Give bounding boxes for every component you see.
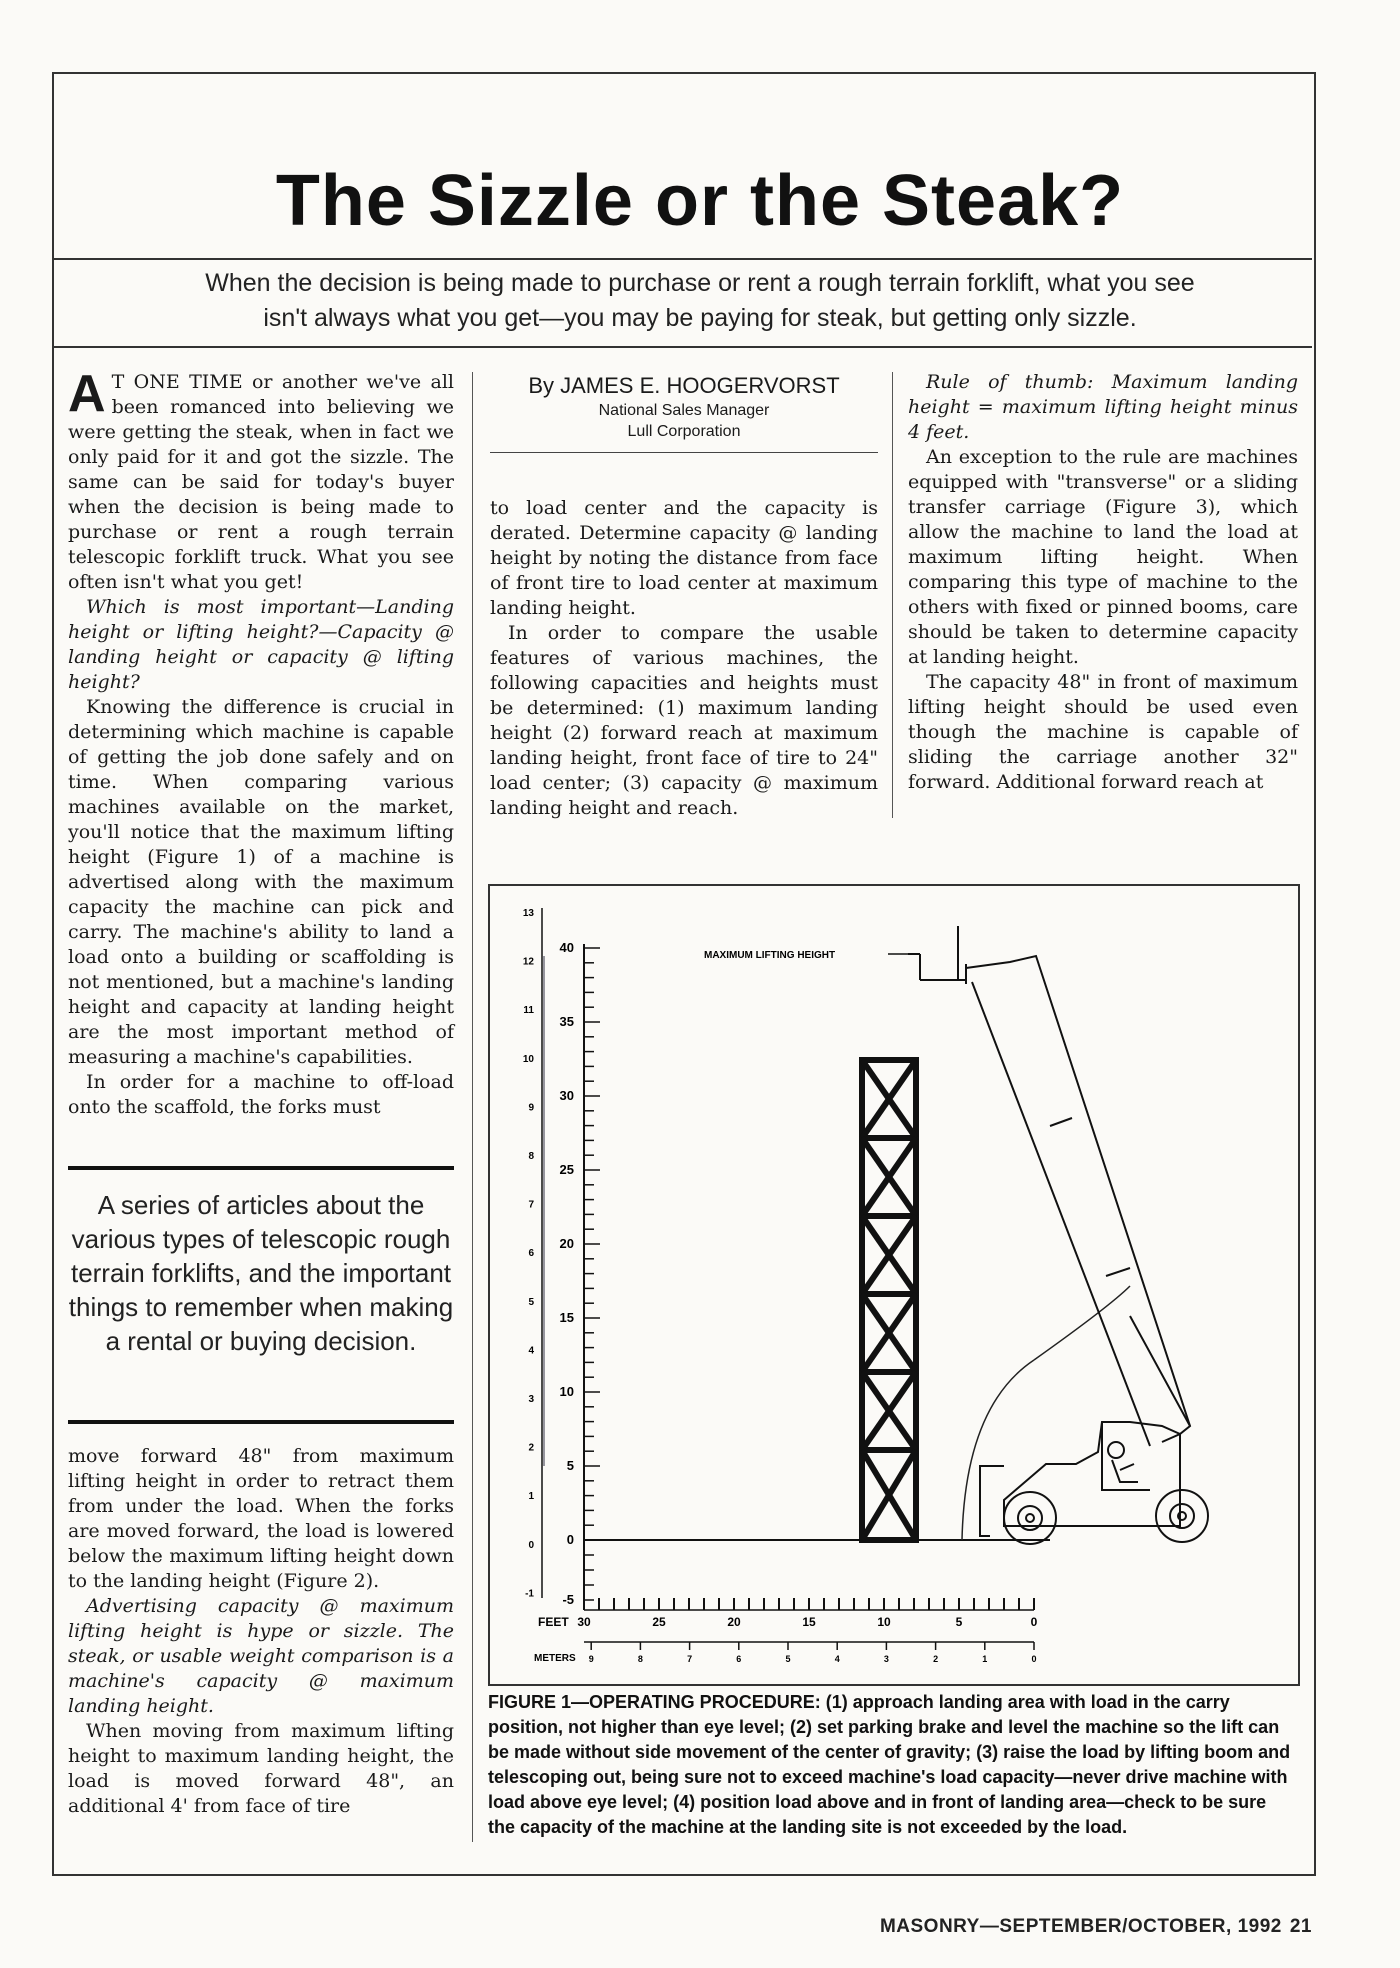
paragraph: The capacity 48" in front of maximum lifting height should be used even though the machine is capable of sliding the carriage another 32" forward. Additional forward reach at	[908, 671, 1298, 793]
meter-tick-label: 8	[528, 1151, 534, 1162]
series-pullquote: A series of articles about the various types of telescopic rough terrain forklifts, and the important things to remember when making a rental or buying decision.	[68, 1190, 454, 1356]
meters-axis-labels	[523, 908, 535, 1599]
telescopic-boom	[966, 956, 1190, 1446]
article-subtitle	[100, 266, 1300, 336]
meter-tick-label: 13	[522, 908, 534, 919]
meter-x-label: 1	[982, 1654, 988, 1664]
meter-x-label: 8	[637, 1654, 643, 1664]
meters-label: METERS	[534, 1653, 576, 1664]
meter-tick-label: 5	[528, 1296, 534, 1308]
figure-1-caption: FIGURE 1—OPERATING PROCEDURE: (1) approach landing area with load in the carry position, not higher than eye level; (2) set parking brake and level the machine so the lift can be made without side movement of the center of gravity; (3) raise the load by lifting boom and telescoping out, being sure not to exceed machine's load capacity—never drive machine with load above eye level; (4) position load above and in front of landing area—check to be sure the capacity of the machine at the landing site is not exceeded by the load.	[488, 1692, 1291, 1837]
meter-x-label: 3	[883, 1654, 889, 1664]
meter-x-label: 5	[785, 1654, 791, 1664]
paragraph: Rule of thumb: Maximum landing height = maximum lifting height minus 4 feet.	[908, 371, 1298, 443]
subtitle-line-2: isn't always what you get—you may be paying for steak, but getting only sizzle.	[263, 304, 1137, 332]
meter-x-label: 9	[588, 1654, 594, 1664]
drop-cap: A	[68, 365, 106, 423]
operator-head	[1108, 1442, 1124, 1458]
figure-1-diagram	[490, 886, 1298, 1684]
rear-wheel	[1156, 1490, 1208, 1542]
paragraph: When moving from maximum lifting height to maximum landing height, the load is moved forward 48", an additional 4' from face of tire	[68, 1720, 454, 1817]
feet-axis-ticks	[584, 948, 600, 1600]
feet-x-axis-ticks	[584, 1598, 1034, 1610]
paragraph: Which is most important—Landing height or lifting height?—Capacity @ landing height or capacity @ lifting height?	[68, 596, 454, 693]
feet-tick-label: 30	[559, 1088, 574, 1103]
meter-tick-label: 10	[522, 1053, 534, 1065]
fork-carriage	[908, 926, 966, 984]
feet-tick-label: 5	[566, 1458, 574, 1473]
figure-1	[488, 884, 1300, 1686]
paragraph: A T ONE TIME or another we've all been romanced into believing we were getting the steak, when in fact we only paid for it and got the sizzle. The same can be said for today's buyer when the decision is being made to purchase or rent a rough terrain telescopic forklift truck. What you see often isn't what you get!	[68, 365, 454, 593]
series-top-rule	[68, 1166, 454, 1170]
author-company: Lull Corporation	[627, 423, 741, 440]
forklift-machine	[980, 1422, 1208, 1544]
series-bottom-rule	[68, 1420, 454, 1424]
author-name: By JAMES E. HOOGERVORST	[528, 373, 840, 398]
feet-x-axis-labels	[577, 1615, 1037, 1629]
page-footer	[880, 1916, 1312, 1938]
paragraph: move forward 48" from maximum lifting height in order to retract them from under the load. When the forks are moved forward, the load is lowered below the maximum lifting height down to the landing height (Figure 2).	[68, 1445, 454, 1592]
meter-tick-label: 1	[528, 1491, 534, 1503]
page-number: 21	[1289, 1916, 1312, 1937]
meter-tick-label: 11	[523, 1005, 534, 1017]
meter-tick-label: 7	[528, 1199, 534, 1211]
meter-tick-label: 9	[528, 1102, 534, 1114]
feet-tick-label: 20	[559, 1236, 574, 1251]
lift-arc	[962, 1360, 1034, 1540]
feet-label: FEET	[538, 1615, 569, 1629]
front-wheel	[1004, 1492, 1056, 1544]
meter-tick-label: 4	[528, 1345, 534, 1357]
scaffold-tower	[862, 1060, 916, 1540]
author-role: National Sales Manager	[598, 402, 770, 419]
paragraph: In order for a machine to off-load onto the scaffold, the forks must	[68, 1071, 454, 1118]
meter-x-label: 0	[1031, 1654, 1037, 1664]
title-rule	[52, 258, 1312, 260]
feet-tick-label: 40	[559, 940, 574, 955]
meters-x-axis-labels	[589, 1642, 1037, 1664]
meter-tick-label: -1	[525, 1588, 534, 1600]
feet-axis-labels	[560, 940, 574, 1607]
byline-rule	[490, 452, 878, 453]
feet-tick-label: 35	[559, 1014, 574, 1029]
feet-tick-label: 25	[559, 1162, 574, 1177]
paragraph: Knowing the difference is crucial in determining which machine is capable of getting the job done safely and on time. When comparing various machines available on the market, you'll notice that the maximum lifting height (Figure 1) of a machine is advertised along with the maximum capacity the machine can pick and carry. The machine's ability to land a load onto a building or scaffolding is not mentioned, but a machine's landing height and capacity at landing height are the most important method of measuring a machine's capabilities.	[68, 696, 454, 1068]
paragraph: to load center and the capacity is derated. Determine capacity @ landing height by noting the distance from face of front tire to load center at maximum landing height.	[490, 497, 878, 619]
meter-x-label: 7	[687, 1654, 693, 1664]
meter-tick-label: 6	[528, 1248, 534, 1260]
subtitle-rule	[52, 346, 1312, 348]
journal-citation: MASONRY—SEPTEMBER/OCTOBER, 1992	[879, 1916, 1282, 1937]
meter-tick-label: 3	[528, 1394, 534, 1405]
meter-x-label: 6	[736, 1654, 742, 1664]
feet-x-label: 30	[577, 1615, 591, 1629]
article-title: The Sizzle or the Steak?	[275, 161, 1125, 241]
feet-x-label: 0	[1030, 1615, 1038, 1629]
column-divider	[472, 372, 473, 1842]
meter-tick-label: 12	[522, 956, 534, 968]
meter-tick-label: 0	[528, 1539, 534, 1551]
paragraph: In order to compare the usable features of various machines, the following capacities and heights must be determined: (1) maximum landing height (2) forward reach at maximum landing height, front face of tire to 24" load center; (3) capacity @ maximum landing height and reach.	[490, 622, 878, 819]
meter-x-label: 2	[933, 1654, 939, 1664]
feet-tick-label: 10	[559, 1384, 574, 1399]
paragraph: An exception to the rule are machines equipped with "transverse" or a sliding transfer carriage (Figure 3), which allow the machine to land the load at maximum lifting height. When comparing this type of machine to the others with fixed or pinned booms, care should be taken to determine capacity at landing height.	[908, 446, 1298, 668]
paragraph: Advertising capacity @ maximum lifting height is hype or sizzle. The steak, or usable weight comparison is a machine's capacity @ maximum landing height.	[68, 1595, 454, 1717]
column-1-continued	[68, 1444, 454, 1819]
feet-x-label: 5	[955, 1615, 963, 1629]
column-1	[68, 365, 454, 1120]
feet-x-label: 25	[652, 1615, 666, 1629]
meter-tick-label: 2	[528, 1442, 534, 1454]
column-2	[490, 496, 878, 821]
subtitle-line-1: When the decision is being made to purchase or rent a rough terrain forklift, what you see	[205, 269, 1195, 297]
column-divider	[892, 372, 893, 818]
feet-tick-label: -5	[562, 1592, 574, 1607]
byline	[490, 372, 878, 442]
feet-tick-label: 15	[559, 1310, 574, 1325]
feet-x-label: 20	[727, 1615, 741, 1629]
feet-x-label: 15	[802, 1615, 816, 1629]
column-3	[908, 370, 1298, 795]
meter-x-label: 4	[834, 1654, 840, 1664]
feet-x-label: 10	[877, 1615, 891, 1629]
max-lifting-height-label: MAXIMUM LIFTING HEIGHT	[704, 950, 836, 961]
feet-tick-label: 0	[566, 1532, 574, 1547]
lift-arc-upper	[1034, 1286, 1130, 1360]
